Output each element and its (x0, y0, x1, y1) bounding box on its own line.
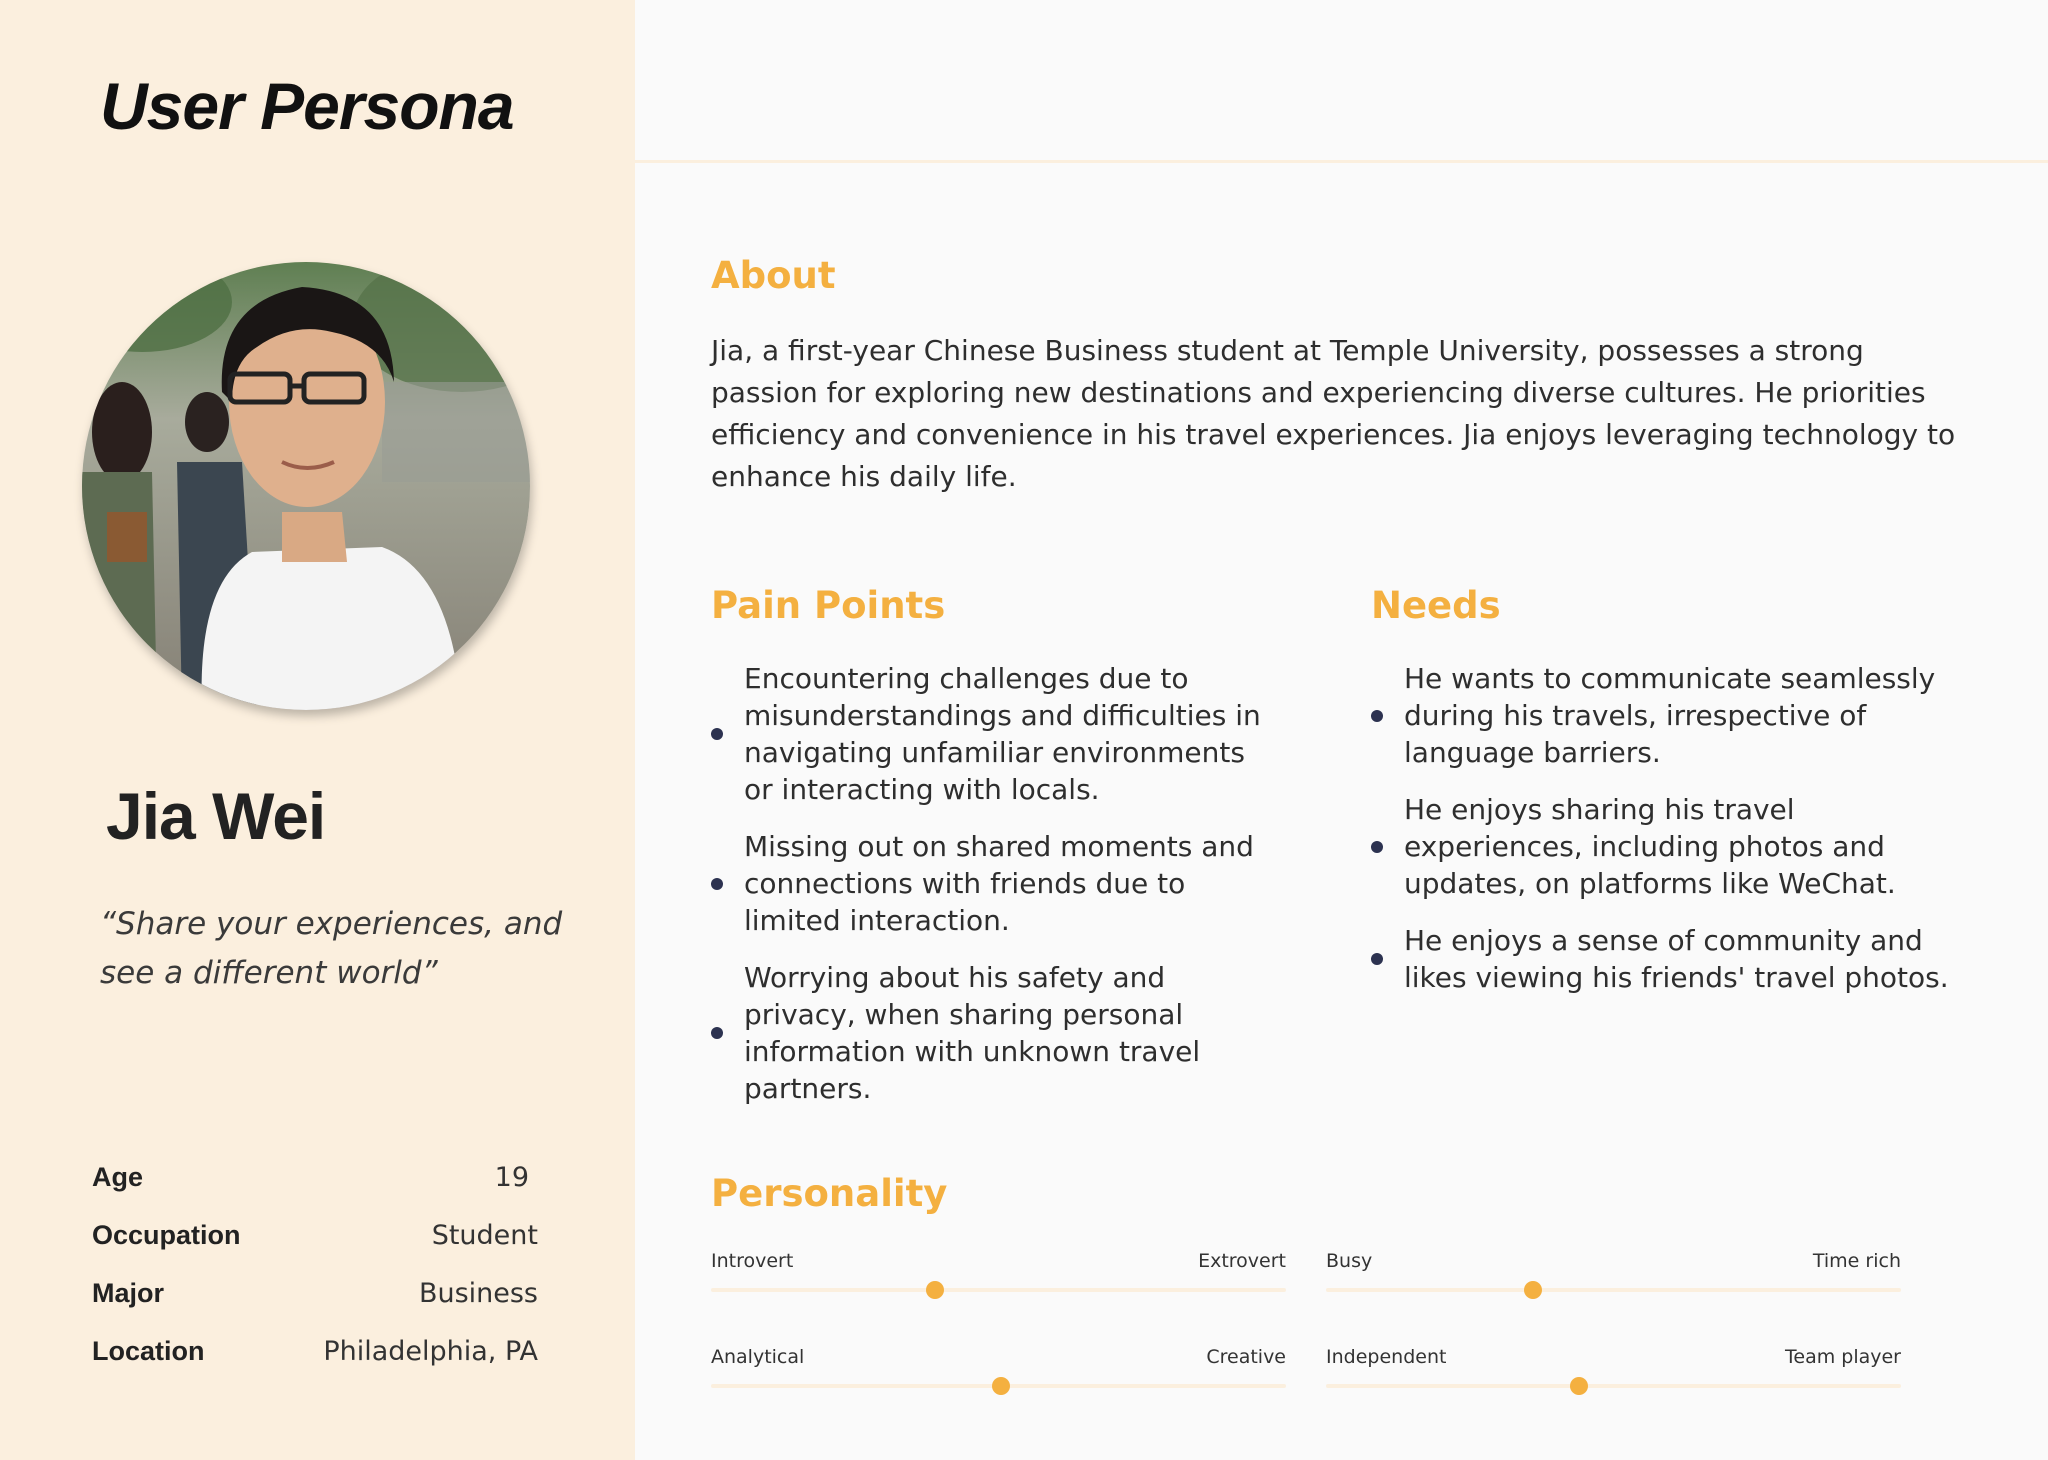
trait-slider-independent-teamplayer (1326, 1346, 1901, 1396)
trait-track (1326, 1288, 1901, 1292)
pain-point-text: Missing out on shared moments and connections with friends due to limited interaction. (744, 830, 1254, 937)
fact-label: Age (92, 1162, 144, 1192)
needs-list (1371, 660, 1961, 1016)
trait-slider-introvert-extrovert (711, 1250, 1286, 1300)
list-item (711, 660, 1281, 808)
trait-track (1326, 1384, 1901, 1388)
trait-left-label: Busy (1326, 1250, 1373, 1272)
fact-row-major (92, 1278, 538, 1336)
pain-point-text: Encountering challenges due to misunderstandings and difficulties in navigating unfamiliar environments or interacting with locals. (744, 662, 1261, 806)
trait-knob (1524, 1281, 1542, 1299)
bullet-icon (1371, 953, 1383, 965)
persona-quote: “Share your experiences, and see a different world” (100, 906, 563, 991)
persona-facts (92, 1162, 538, 1394)
fact-value: Philadelphia, PA (323, 1336, 538, 1367)
pain-point-text: Worrying about his safety and privacy, when sharing personal information with unknown travel partners. (744, 961, 1201, 1105)
fact-value: 19 (494, 1162, 529, 1193)
header-divider (635, 160, 2048, 163)
fact-label: Location (92, 1336, 205, 1366)
fact-value: Business (418, 1278, 538, 1309)
bullet-icon (1371, 841, 1383, 853)
trait-right-label: Time rich (1812, 1250, 1901, 1272)
need-text: He enjoys sharing his travel experiences, including photos and updates, on platforms like WeChat. (1404, 793, 1896, 900)
persona-photo (82, 262, 530, 710)
persona-name: Jia Wei (106, 779, 326, 853)
about-heading: About (711, 254, 836, 297)
list-item (1371, 791, 1961, 902)
fact-label: Occupation (92, 1220, 241, 1250)
trait-left-label: Independent (1326, 1346, 1447, 1368)
trait-right-label: Creative (1206, 1346, 1286, 1368)
needs-heading: Needs (1371, 584, 1501, 627)
list-item (1371, 922, 1961, 996)
fact-row-occupation (92, 1220, 538, 1278)
trait-knob (992, 1377, 1010, 1395)
trait-knob (1570, 1377, 1588, 1395)
trait-left-label: Analytical (711, 1346, 805, 1368)
trait-slider-analytical-creative (711, 1346, 1286, 1396)
bullet-icon (711, 728, 723, 740)
list-item (711, 828, 1281, 939)
fact-row-age (92, 1162, 538, 1220)
pain-points-list (711, 660, 1281, 1127)
need-text: He enjoys a sense of community and likes viewing his friends' travel photos. (1404, 924, 1949, 994)
bullet-icon (711, 1027, 723, 1039)
fact-label: Major (92, 1278, 165, 1308)
profile-sidebar (0, 0, 635, 1460)
trait-slider-busy-timerich (1326, 1250, 1901, 1300)
about-text: Jia, a first-year Chinese Business student at Temple University, possesses a strong passion for exploring new destinations and experiencing diverse cultures. He priorities efficiency and convenience in his travel experiences. Jia enjoys leveraging technology to enhance his daily life. (711, 334, 1956, 493)
list-item (1371, 660, 1961, 771)
pain-points-heading: Pain Points (711, 584, 946, 627)
fact-value: Student (431, 1220, 538, 1251)
trait-left-label: Introvert (711, 1250, 794, 1272)
fact-row-location (92, 1336, 538, 1394)
trait-track (711, 1288, 1286, 1292)
list-item (711, 959, 1281, 1107)
page-title: User Persona (100, 69, 514, 143)
trait-knob (926, 1281, 944, 1299)
need-text: He wants to communicate seamlessly during his travels, irrespective of language barriers. (1404, 662, 1936, 769)
personality-heading: Personality (711, 1172, 948, 1215)
trait-right-label: Team player (1785, 1346, 1901, 1368)
trait-right-label: Extrovert (1198, 1250, 1286, 1272)
bullet-icon (711, 878, 723, 890)
persona-portrait-image (82, 262, 530, 710)
bullet-icon (1371, 710, 1383, 722)
